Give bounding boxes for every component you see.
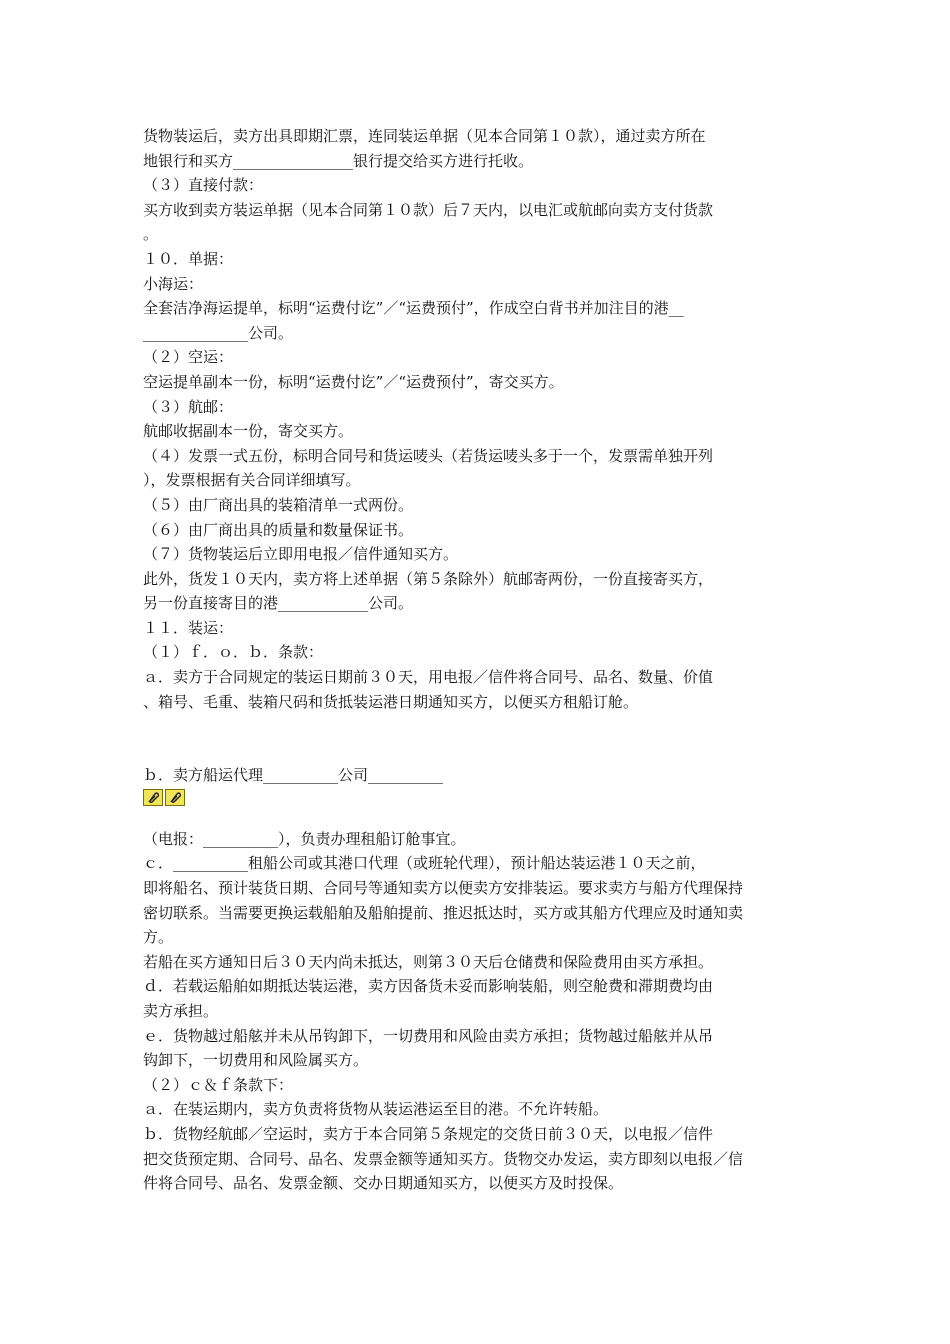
text-line: 卖方承担。	[143, 1002, 219, 1020]
text-line: 、箱号、毛重、装箱尺码和货抵装运港日期通知买方，以便买方租船订舱。	[143, 692, 639, 711]
text-line: 若船在买方通知日后３０天内尚未抵达，则第３０天后仓储费和保险费用由买方承担。	[143, 952, 714, 971]
embedded-icons	[143, 789, 823, 807]
text-line: 即将船名、预计装货日期、合同号等通知卖方以便卖方安排装运。要求卖方与船方代理保持	[143, 879, 744, 898]
text-line: 密切联系。当需要更换运载船舶及船舶提前、推迟抵达时，买方或其船方代理应及时通知卖	[143, 903, 744, 922]
contract-text	[143, 124, 823, 1196]
attachment-icon[interactable]	[143, 789, 163, 806]
text-line: （４）发票一式五份，标明合同号和货运唛头（若货运唛头多于一个，发票需单独开列	[143, 446, 714, 465]
attachment-icon[interactable]	[165, 789, 185, 806]
text-line: ａ．卖方于合同规定的装运日期前３０天，用电报／信件将合同号、品名、数量、价值	[143, 668, 714, 687]
text-line: 全套洁净海运提单，标明“运费付讫”／“运费预付”，作成空白背书并加注目的港__	[143, 299, 684, 318]
text-line: 地银行和买方________________银行提交给买方进行托收。	[143, 151, 534, 170]
text-line: １０．单据：	[143, 249, 234, 268]
text-line: 把交货预定期、合同号、品名、发票金额等通知买方。货物交办发运，卖方即刻以电报／信	[143, 1149, 744, 1168]
text-line: 空运提单副本一份，标明“运费付讫”／“运费预付”，寄交买方。	[143, 372, 564, 391]
text-line: 方。	[143, 928, 174, 947]
section-part2	[143, 827, 823, 1196]
text-line: 。	[143, 225, 159, 244]
text-line: （７）货物装运后立即用电报／信件通知买方。	[143, 545, 459, 564]
text-line: （２）空运：	[143, 348, 234, 367]
text-line: （３）直接付款：	[143, 176, 264, 195]
text-line: ｂ．货物经航邮／空运时，卖方于本合同第５条规定的交货日前３０天，以电报／信件	[143, 1124, 714, 1143]
text-line: 货物装运后，卖方出具即期汇票，连同装运单据（见本合同第１０款），通过卖方所在	[143, 127, 706, 145]
text-line: 钩卸下，一切费用和风险属买方。	[143, 1051, 369, 1070]
text-line: 航邮收据副本一份，寄交买方。	[143, 422, 354, 441]
text-line: 此外，货发１０天内，卖方将上述单据（第５条除外）航邮寄两份，一份直接寄买方，	[143, 569, 714, 588]
text-line: ______________公司。	[143, 323, 294, 342]
text-line: （２）ｃ＆ｆ条款下：	[143, 1075, 294, 1094]
text-line: 件将合同号、品名、发票金额、交办日期通知买方，以便买方及时投保。	[143, 1174, 624, 1193]
text-line: １１．装运：	[143, 618, 234, 637]
text-line: （５）由厂商出具的装箱清单一式两份。	[143, 495, 414, 514]
text-line: （电报：__________），负责办理租船订舱事宜。	[143, 829, 466, 848]
text-line: 小海运：	[143, 274, 204, 293]
text-line: 买方收到卖方装运单据（见本合同第１０款）后７天内，以电汇或航邮向卖方支付货款	[143, 200, 714, 219]
text-line: ａ．在装运期内，卖方负责将货物从装运港运至目的港。不允许转船。	[143, 1100, 609, 1119]
text-line: （６）由厂商出具的质量和数量保证书。	[143, 520, 414, 539]
text-line: 另一份直接寄目的港____________公司。	[143, 594, 414, 613]
text-line: （３）航邮：	[143, 397, 234, 416]
section-part1	[143, 124, 823, 714]
text-line: ｄ．若载运船舶如期抵达装运港，卖方因备货未妥而影响装船，则空舱费和滞期费均由	[143, 977, 714, 996]
text-line: ｃ．__________租船公司或其港口代理（或班轮代理），预计船达装运港１０天之前，	[143, 854, 706, 873]
text-line: ），发票根据有关合同详细填写。	[143, 471, 361, 490]
blank-gap	[143, 714, 823, 763]
text-line: ｅ．货物越过船舷并未从吊钩卸下，一切费用和风险由卖方承担；货物越过船舷并从吊	[143, 1026, 714, 1045]
text-line-b: ｂ．卖方船运代理__________公司__________	[143, 766, 444, 785]
text-line: （１）ｆ．ｏ．ｂ．条款：	[143, 643, 324, 662]
